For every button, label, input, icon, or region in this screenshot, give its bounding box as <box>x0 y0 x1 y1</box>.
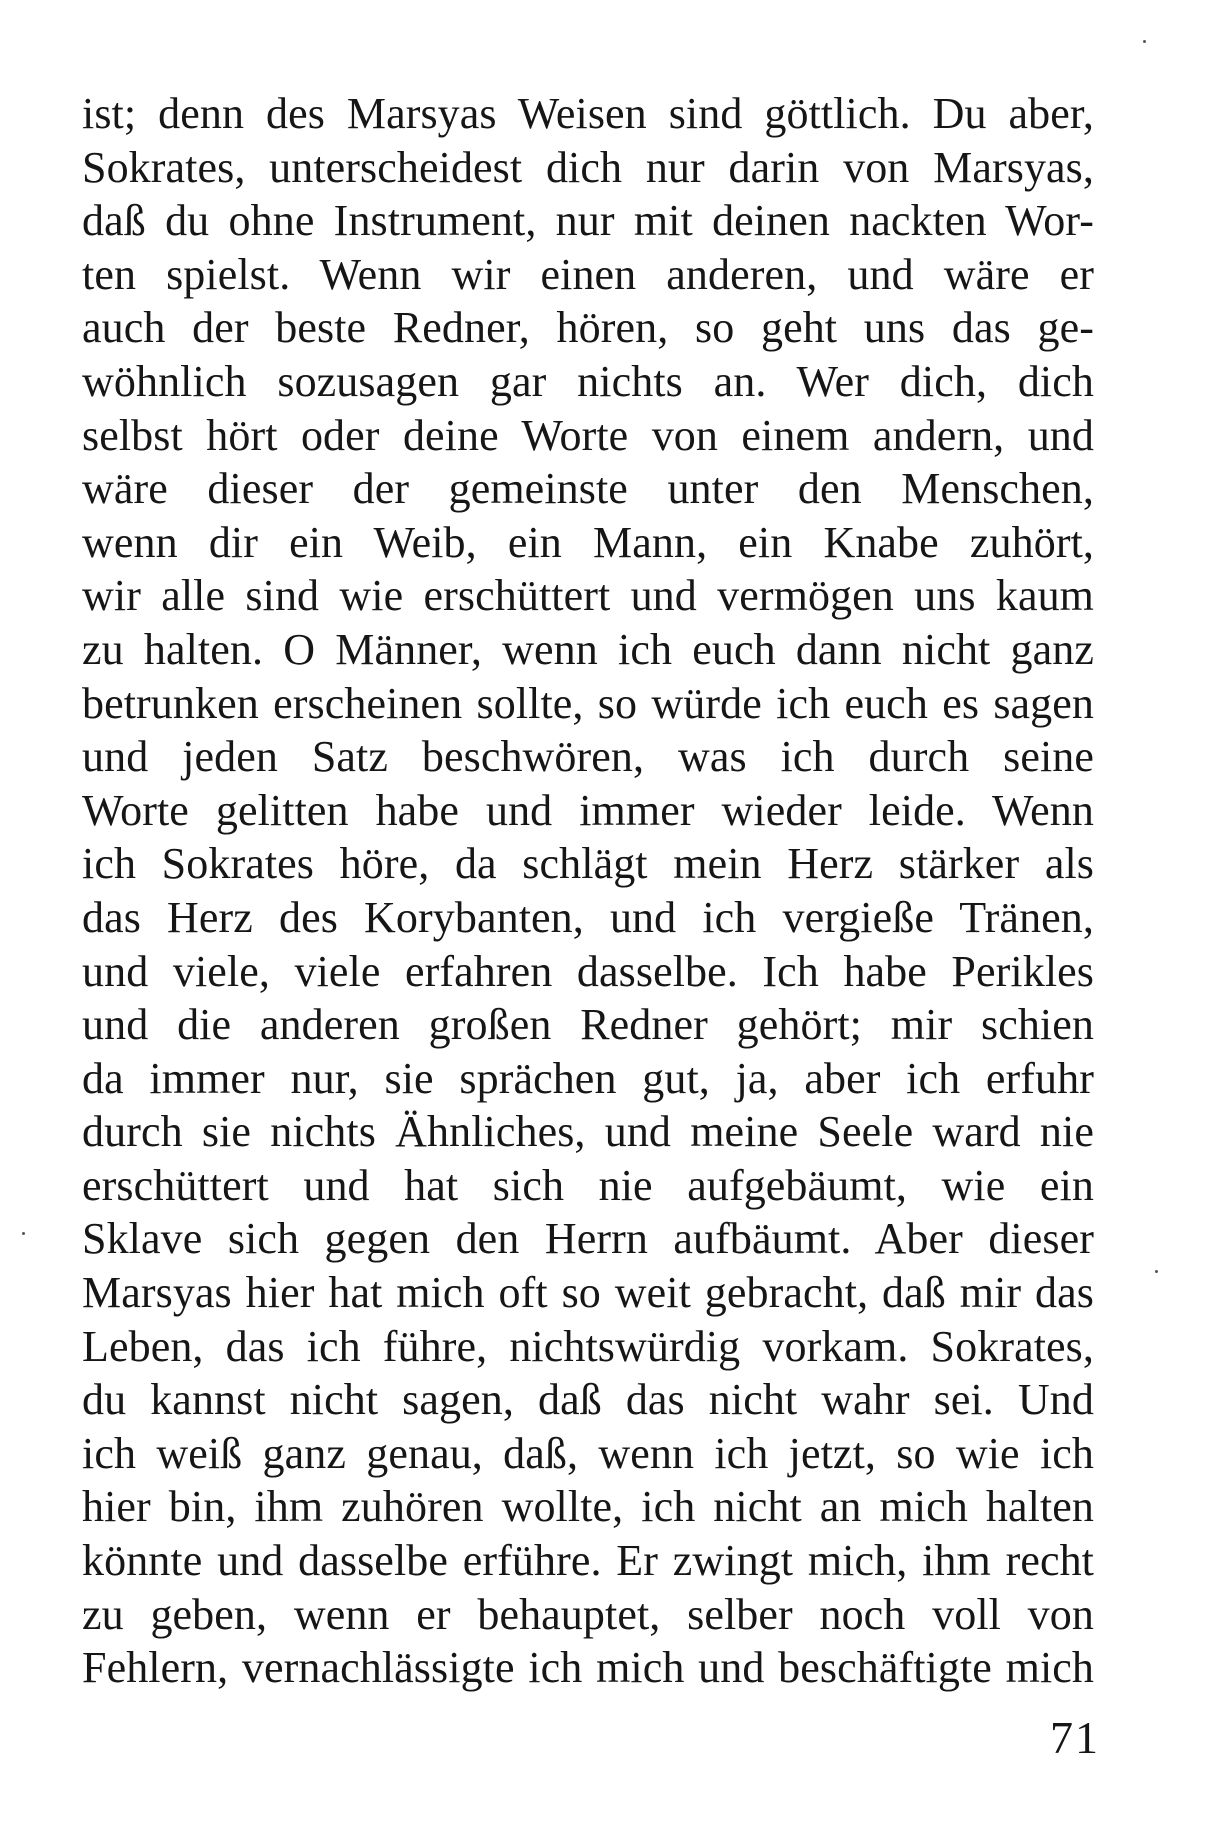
text-line: Marsyas hier hat mich oft so weit gebracht, daß mir das <box>82 1268 1094 1318</box>
body-text <box>82 87 1094 1695</box>
text-line: durch sie nichts Ähnliches, und meine Seele ward nie <box>82 1107 1094 1157</box>
text-line: Worte gelitten habe und immer wieder leide. Wenn <box>82 785 1094 835</box>
text-line: ist; denn des Marsyas Weisen sind göttlich. Du aber, <box>82 89 1094 138</box>
text-line: Fehlern, vernachlässigte ich mich und beschäftigte mich <box>82 1643 1094 1693</box>
text-line: betrunken erscheinen sollte, so würde ich euch es sagen <box>82 678 1094 728</box>
text-line: Sklave sich gegen den Herrn aufbäumt. Aber dieser <box>82 1214 1094 1264</box>
text-line: und die anderen großen Redner gehört; mir schien <box>82 1000 1094 1050</box>
text-line: da immer nur, sie sprächen gut, ja, aber ich erfuhr <box>82 1053 1094 1103</box>
text-line: auch der beste Redner, hören, so geht uns das ge- <box>82 303 1094 353</box>
text-line: das Herz des Korybanten, und ich vergieße Tränen, <box>82 892 1094 942</box>
text-line: zu halten. O Männer, wenn ich euch dann nicht ganz <box>82 624 1094 674</box>
print-speck <box>1143 40 1146 43</box>
text-line: wenn dir ein Weib, ein Mann, ein Knabe zuhört, <box>82 517 1094 567</box>
print-speck <box>1155 1270 1158 1273</box>
text-line: ten spielst. Wenn wir einen anderen, und wäre er <box>82 249 1094 299</box>
print-speck <box>22 1232 25 1235</box>
text-line: ich Sokrates höre, da schlägt mein Herz stärker als <box>82 839 1094 889</box>
text-line: Leben, das ich führe, nichtswürdig vorkam. Sokrates, <box>82 1321 1094 1371</box>
text-line: und viele, viele erfahren dasselbe. Ich habe Perikles <box>82 946 1094 996</box>
text-line: wäre dieser der gemeinste unter den Menschen, <box>82 464 1094 514</box>
text-line: wöhnlich sozusagen gar nichts an. Wer dich, dich <box>82 356 1094 406</box>
text-line: könnte und dasselbe erführe. Er zwingt mich, ihm recht <box>82 1536 1094 1586</box>
text-line: Sokrates, unterscheidest dich nur darin von Marsyas, <box>82 142 1094 192</box>
text-line: und jeden Satz beschwören, was ich durch seine <box>82 732 1094 782</box>
text-line: ich weiß ganz genau, daß, wenn ich jetzt, so wie ich <box>82 1428 1094 1478</box>
text-line: erschüttert und hat sich nie aufgebäumt, wie ein <box>82 1160 1094 1210</box>
text-line: du kannst nicht sagen, daß das nicht wahr sei. Und <box>82 1375 1094 1425</box>
page-number: 71 <box>1050 1712 1100 1763</box>
text-line: daß du ohne Instrument, nur mit deinen nackten Wor- <box>82 196 1094 246</box>
text-line: hier bin, ihm zuhören wollte, ich nicht an mich halten <box>82 1482 1094 1532</box>
text-line: selbst hört oder deine Worte von einem andern, und <box>82 410 1094 460</box>
text-line: wir alle sind wie erschüttert und vermögen uns kaum <box>82 571 1094 621</box>
text-line: zu geben, wenn er behauptet, selber noch voll von <box>82 1589 1094 1639</box>
